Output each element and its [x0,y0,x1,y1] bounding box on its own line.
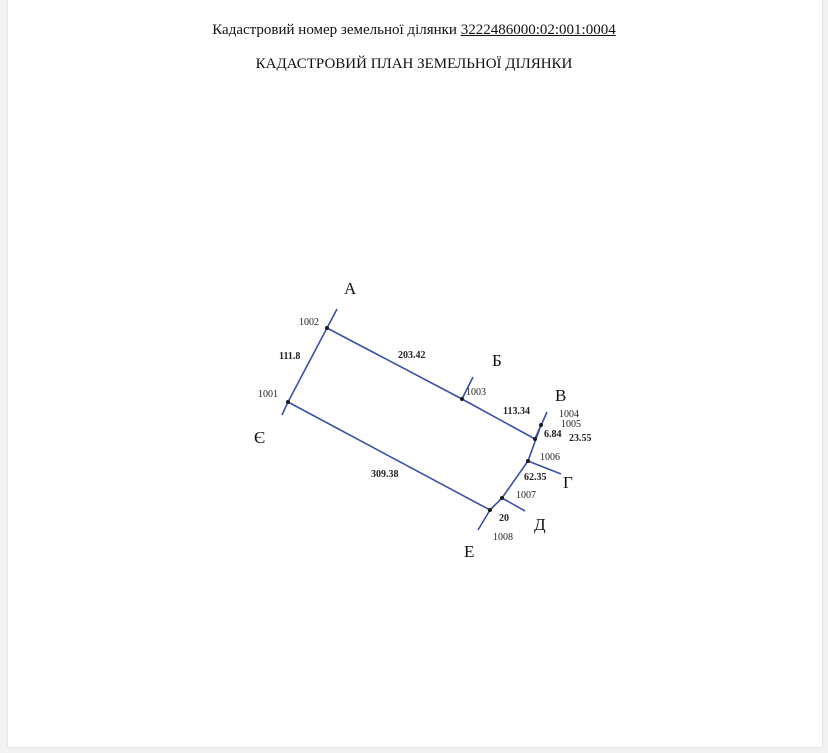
vertex-1002 [325,326,329,330]
tick-ye [282,402,288,415]
length-20: 20 [499,513,509,524]
letter-a: А [344,279,357,298]
vertex-1004 [533,437,537,441]
letter-d: Д [534,515,546,534]
vertex-1008 [488,508,492,512]
length-309-38: 309.38 [371,469,399,480]
cadastral-number-label: Кадастровий номер земельної ділянки [212,22,457,38]
length-62-35: 62.35 [524,472,547,483]
vertex-1003 [460,397,464,401]
length-23-55: 23.55 [569,433,592,444]
point-number-1005: 1005 [561,419,581,430]
letter-e: Е [464,542,475,561]
length-6-84: 6.84 [544,429,562,440]
point-number-1004: 1004 [559,409,579,420]
point-number-1002: 1002 [299,317,319,328]
point-number-1003: 1003 [466,387,486,398]
letter-ye: Є [254,428,266,447]
plan-title: КАДАСТРОВИЙ ПЛАН ЗЕМЕЛЬНОЇ ДІЛЯНКИ [255,56,573,72]
point-number-1007: 1007 [516,490,536,501]
vertex-1001 [286,400,290,404]
tick-e [478,510,490,530]
vertex-1006 [526,459,530,463]
point-number-1001: 1001 [258,389,278,400]
length-113-34: 113.34 [503,406,530,417]
letter-b: Б [492,351,502,370]
letter-g: Г [563,473,573,492]
point-number-1006: 1006 [540,452,560,463]
point-number-1008: 1008 [493,532,513,543]
letter-v: В [555,386,567,405]
vertex-1007 [500,496,504,500]
cadastral-number-value: 3222486000:02:001:0004 [460,22,616,38]
vertex-1005 [539,423,543,427]
length-203-42: 203.42 [398,350,426,361]
length-111-8: 111.8 [279,351,301,362]
tick-a [327,309,337,328]
